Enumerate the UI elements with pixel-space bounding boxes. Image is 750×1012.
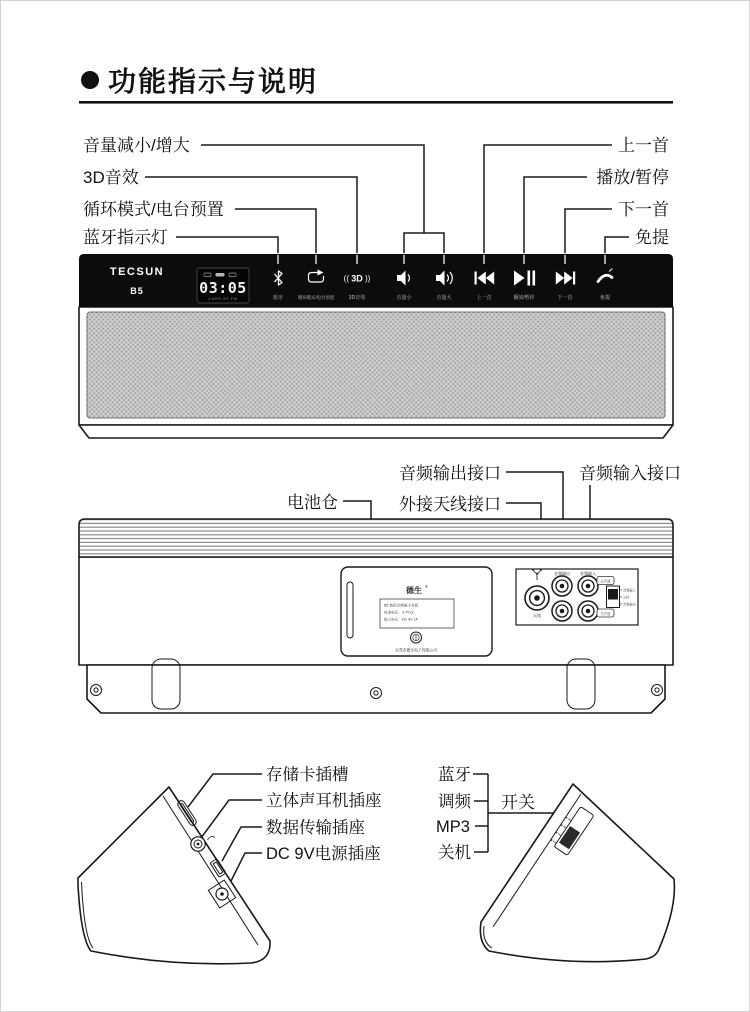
audio-out-label: 音频输出	[554, 571, 570, 576]
switch-pos-1: 音频输入	[623, 588, 636, 593]
audio-in-label: 音频输入	[580, 571, 596, 576]
battery-door[interactable]	[341, 567, 492, 656]
callout-antenna: 外接天线接口	[399, 495, 501, 514]
manual-diagram	[1, 1, 750, 1012]
connector-panel	[516, 569, 638, 625]
back-view	[79, 519, 673, 713]
sound3d-icon: 3D	[351, 273, 363, 284]
brand-text: TECSUN	[109, 266, 165, 278]
callout-fm-mode: 调频	[438, 793, 471, 811]
antenna-jack[interactable]	[525, 586, 549, 610]
front-view	[79, 254, 673, 438]
control-bar	[79, 254, 673, 307]
previous-icon	[475, 272, 477, 285]
left-side-view	[78, 787, 270, 964]
volume-up-label: 音量大	[436, 295, 452, 301]
page-header	[79, 65, 673, 104]
left-channel-label: 左声道	[600, 579, 611, 584]
loop-digit: 1	[313, 275, 317, 283]
handsfree-label: 免提	[599, 295, 611, 301]
callout-card-slot: 存储卡插槽	[266, 766, 349, 784]
callout-audio-out: 音频输出接口	[399, 464, 501, 483]
callout-bt-mode: 蓝牙	[438, 766, 471, 784]
spec-line-1: B5 数码音频插卡音箱	[384, 603, 419, 608]
callout-headphone: 立体声耳机插座	[266, 792, 382, 810]
door-brand-text: 德生	[406, 586, 422, 595]
loop-label: 循环模式/电台预置	[297, 295, 335, 300]
callout-volume: 音量减小/增大	[83, 136, 190, 155]
front-callouts	[83, 136, 669, 247]
model-text: B5	[130, 286, 144, 296]
lcd-time: 03:05	[199, 279, 247, 297]
headphone-icon	[208, 836, 216, 840]
spec-line-2: 电池电压：3.7V×2	[384, 610, 414, 615]
callout-battery: 电池仓	[287, 493, 338, 512]
vent-band	[79, 519, 673, 557]
sound3d-wave-left-icon: ((	[343, 274, 349, 283]
bullet-icon	[81, 71, 99, 89]
callout-power-switch: 开关	[501, 793, 535, 812]
callout-bt-led: 蓝牙指示灯	[83, 228, 168, 247]
callout-next: 下一首	[618, 200, 669, 219]
front-leader-lines	[145, 145, 629, 253]
lcd-display	[197, 268, 249, 303]
callout-play: 播放/暂停	[596, 168, 669, 187]
registered-mark: ®	[425, 584, 428, 589]
switch-knob[interactable]	[608, 589, 618, 600]
right-channel-label: 右声道	[600, 612, 611, 616]
callout-loop: 循环模式/电台预置	[83, 200, 224, 219]
sound3d-wave-right-icon: ))	[365, 274, 371, 283]
callout-3d: 3D音效	[83, 168, 139, 187]
switch-pos-3: 音频输出	[623, 602, 636, 607]
headphone-jack[interactable]	[191, 836, 215, 851]
previous-label: 上一首	[476, 295, 492, 301]
lcd-status: CARD BT FM	[208, 297, 238, 301]
callout-handsfree: 免提	[635, 228, 669, 247]
side-callouts-left	[266, 765, 382, 863]
play-pause-label: 播放/暂停	[513, 295, 535, 301]
sound3d-label: 3D音效	[348, 295, 366, 301]
callout-prev: 上一首	[618, 136, 669, 155]
antenna-jack-label: 天线	[533, 613, 541, 618]
switch-pos-2: 立体	[623, 595, 630, 600]
bluetooth-label: 蓝牙	[272, 295, 284, 301]
front-base	[79, 425, 673, 438]
speaker-grille	[87, 312, 665, 418]
callout-mp3-mode: MP3	[436, 818, 470, 836]
next-label: 下一首	[557, 295, 573, 301]
callout-usb: 数据传输插座	[266, 819, 365, 837]
spec-line-3: 输入电压：DC 9V 1A	[384, 617, 418, 622]
title-underline	[79, 101, 673, 104]
callout-dc: DC 9V电源插座	[266, 845, 381, 863]
callout-audio-in: 音频输入接口	[579, 464, 681, 483]
page-title: 功能指示与说明	[108, 66, 319, 97]
callout-off-mode: 关机	[438, 844, 471, 862]
company-text: 东莞市德生电子有限公司	[395, 648, 437, 653]
volume-down-label: 音量小	[396, 295, 412, 301]
back-skirt	[87, 665, 665, 713]
lcd-indicator-icon	[216, 273, 225, 277]
